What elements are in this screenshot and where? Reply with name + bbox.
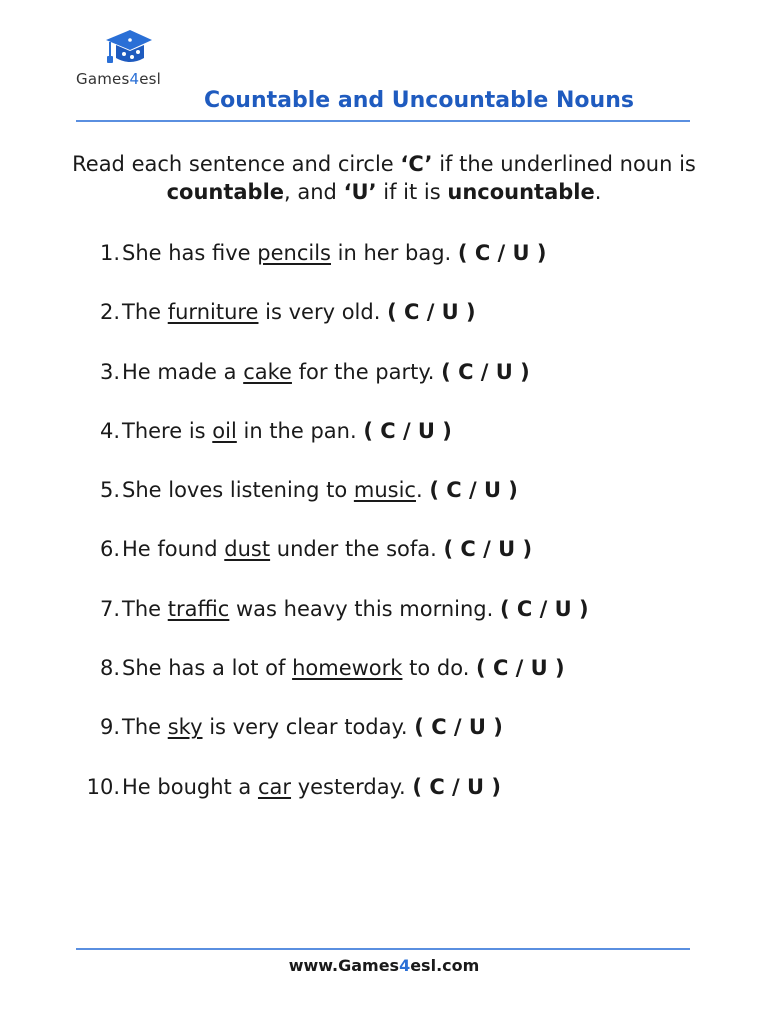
games4esl-logo xyxy=(76,28,186,90)
graduation-cap-dice-icon xyxy=(102,28,154,72)
question-item: 9.The sky is very clear today. ( C / U ) xyxy=(80,710,700,769)
underlined-noun: furniture xyxy=(167,300,259,325)
underlined-noun: cake xyxy=(243,359,292,384)
question-list xyxy=(80,236,700,829)
question-item: 3.He made a cake for the party. ( C / U ) xyxy=(80,355,700,414)
footer-divider xyxy=(76,948,690,950)
underlined-noun: pencils xyxy=(257,241,331,265)
choice-c-u[interactable]: ( C / U ) xyxy=(412,774,501,799)
footer-url[interactable]: www.Games4esl.com xyxy=(288,956,480,975)
question-number: 2. xyxy=(99,300,120,325)
page-title: Countable and Uncountable Nouns xyxy=(204,88,634,113)
question-item: 6.He found dust under the sofa. ( C / U ) xyxy=(80,532,700,591)
choice-c-u[interactable]: ( C / U ) xyxy=(457,241,547,265)
underlined-noun: sky xyxy=(167,715,203,740)
question-number: 3. xyxy=(99,359,120,384)
question-number: 9. xyxy=(99,715,120,740)
underlined-noun: oil xyxy=(212,418,237,443)
brand-name: Games4esl xyxy=(76,70,162,88)
underlined-noun: dust xyxy=(224,537,271,562)
instructions: Read each sentence and circle ‘C’ if the underlined noun is countable, and ‘U’ if it is uncountable. xyxy=(72,152,696,204)
underlined-noun: car xyxy=(257,774,292,799)
choice-c-u[interactable]: ( C / U ) xyxy=(500,596,589,621)
choice-c-u[interactable]: ( C / U ) xyxy=(414,715,503,740)
question-item: 2.The furniture is very old. ( C / U ) xyxy=(80,295,700,354)
question-item: 5.She loves listening to music. ( C / U ) xyxy=(80,473,700,532)
underlined-noun: music xyxy=(353,478,416,503)
question-number: 4. xyxy=(99,418,120,443)
underlined-noun: homework xyxy=(292,656,403,681)
header-divider xyxy=(76,120,690,122)
question-number: 1. xyxy=(99,241,120,265)
question-item: 10.He bought a car yesterday. ( C / U ) xyxy=(80,770,700,829)
choice-c-u[interactable]: ( C / U ) xyxy=(387,300,476,325)
question-item: 4.There is oil in the pan. ( C / U ) xyxy=(80,414,700,473)
underlined-noun: traffic xyxy=(167,596,230,621)
question-number: 8. xyxy=(99,656,120,681)
question-item: 7.The traffic was heavy this morning. ( C / U ) xyxy=(80,592,700,651)
choice-c-u[interactable]: ( C / U ) xyxy=(429,478,518,503)
question-item: 8.She has a lot of homework to do. ( C / U ) xyxy=(80,651,700,710)
question-item: 1.She has five pencils in her bag. ( C / U ) xyxy=(80,236,700,295)
choice-c-u[interactable]: ( C / U ) xyxy=(443,537,533,562)
choice-c-u[interactable]: ( C / U ) xyxy=(441,359,530,384)
question-number: 10. xyxy=(86,774,120,799)
question-number: 7. xyxy=(99,596,120,621)
choice-c-u[interactable]: ( C / U ) xyxy=(476,656,565,681)
question-number: 6. xyxy=(99,537,120,562)
question-number: 5. xyxy=(99,478,120,503)
choice-c-u[interactable]: ( C / U ) xyxy=(363,418,452,443)
